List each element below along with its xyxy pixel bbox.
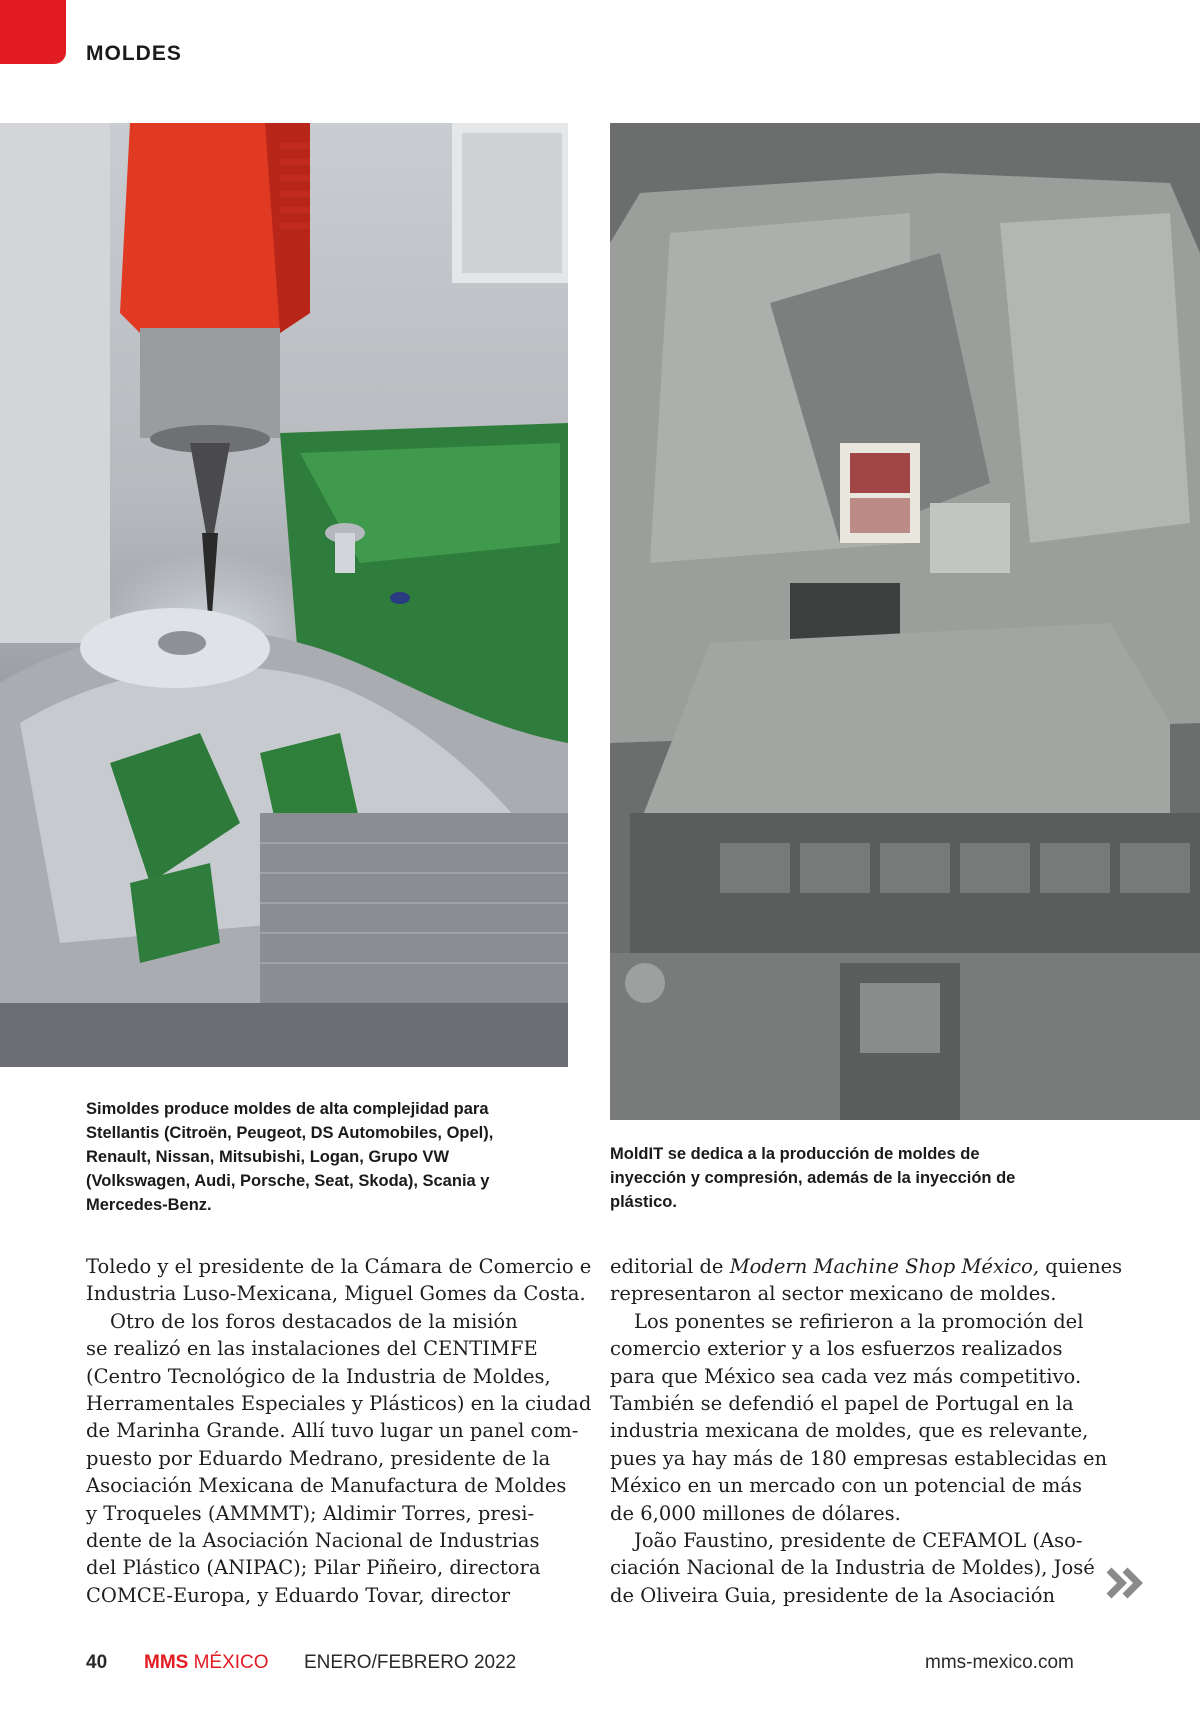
body-line: dente de la Asociación Nacional de Industrias	[86, 1529, 540, 1553]
body-line: Herramentales Especiales y Plásticos) en la ciudad	[86, 1392, 592, 1416]
body-line: de Marinha Grande. Allí tuvo lugar un panel com-	[86, 1419, 579, 1443]
body-line: industria mexicana de moldes, que es relevante,	[610, 1419, 1089, 1443]
body-line: y Troqueles (AMMMT); Aldimir Torres, presi-	[86, 1501, 535, 1525]
body-line: (Centro Tecnológico de la Industria de Moldes,	[86, 1364, 551, 1388]
body-line: puesto por Eduardo Medrano, presidente de la	[86, 1446, 551, 1470]
body-line: Asociación Mexicana de Manufactura de Moldes	[86, 1474, 567, 1498]
body-line: comercio exterior y a los esfuerzos realizados	[610, 1337, 1063, 1361]
body-text: quienes	[1039, 1255, 1123, 1278]
issue-date: ENERO/FEBRERO 2022	[304, 1652, 517, 1673]
body-line: João Faustino, presidente de CEFAMOL (Aso-	[634, 1529, 1083, 1553]
body-line: ciación Nacional de la Industria de Moldes), José	[610, 1556, 1095, 1580]
body-line: se realizó en las instalaciones del CENTIMFE	[86, 1337, 538, 1361]
body-line: Industria Luso-Mexicana, Miguel Gomes da Costa.	[86, 1282, 586, 1306]
caption-left	[86, 1097, 546, 1217]
publication-name: Modern Machine Shop México,	[729, 1255, 1040, 1278]
photo-injection-mold	[610, 123, 1200, 1120]
body-line	[610, 1253, 1123, 1280]
photo-cnc-machining	[0, 123, 568, 1067]
brand-mexico: MÉXICO	[188, 1652, 269, 1673]
body-line: México en un mercado con un potencial de más	[610, 1474, 1082, 1498]
caption-line: Stellantis (Citroën, Peugeot, DS Automobiles, Opel),	[86, 1124, 494, 1142]
body-line: También se defendió el papel de Portugal en la	[610, 1392, 1074, 1416]
magazine-brand	[144, 1652, 269, 1674]
caption-line: Mercedes-Benz.	[86, 1196, 212, 1214]
body-line: COMCE-Europa, y Eduardo Tovar, director	[86, 1583, 511, 1607]
body-line: del Plástico (ANIPAC); Pilar Piñeiro, directora	[86, 1556, 541, 1580]
body-line: de Oliveira Guia, presidente de la Asociación	[610, 1583, 1056, 1607]
caption-line: Simoldes produce moldes de alta complejidad para	[86, 1100, 489, 1118]
body-column-left	[86, 1253, 592, 1609]
double-chevron-right-icon[interactable]	[1105, 1566, 1145, 1604]
website-url[interactable]: mms-mexico.com	[925, 1652, 1074, 1673]
body-line: Toledo y el presidente de la Cámara de Comercio e	[86, 1255, 592, 1278]
body-line: Los ponentes se refirieron a la promoción del	[634, 1309, 1084, 1333]
caption-line: inyección y compresión, además de la inyección de	[610, 1169, 1016, 1187]
body-line: para que México sea cada vez más competitivo.	[610, 1364, 1082, 1388]
body-line: de 6,000 millones de dólares.	[610, 1501, 901, 1525]
body-line: pues ya hay más de 180 empresas establecidas en	[610, 1446, 1108, 1470]
page-number: 40	[86, 1652, 108, 1673]
caption-line: (Volkswagen, Audi, Porsche, Seat, Skoda), Scania y	[86, 1172, 490, 1190]
body-line: Otro de los foros destacados de la misión	[110, 1309, 518, 1333]
caption-line: plástico.	[610, 1193, 677, 1211]
section-title: MOLDES	[86, 42, 182, 65]
section-tab	[0, 0, 66, 64]
caption-line: MoldIT se dedica a la producción de moldes de	[610, 1145, 980, 1163]
body-line: representaron al sector mexicano de moldes.	[610, 1282, 1057, 1306]
body-column-right	[610, 1253, 1123, 1609]
body-text: editorial de	[610, 1255, 730, 1278]
caption-right	[610, 1142, 1070, 1214]
caption-line: Renault, Nissan, Mitsubishi, Logan, Grupo VW	[86, 1148, 450, 1166]
brand-mms: MMS	[144, 1652, 189, 1673]
